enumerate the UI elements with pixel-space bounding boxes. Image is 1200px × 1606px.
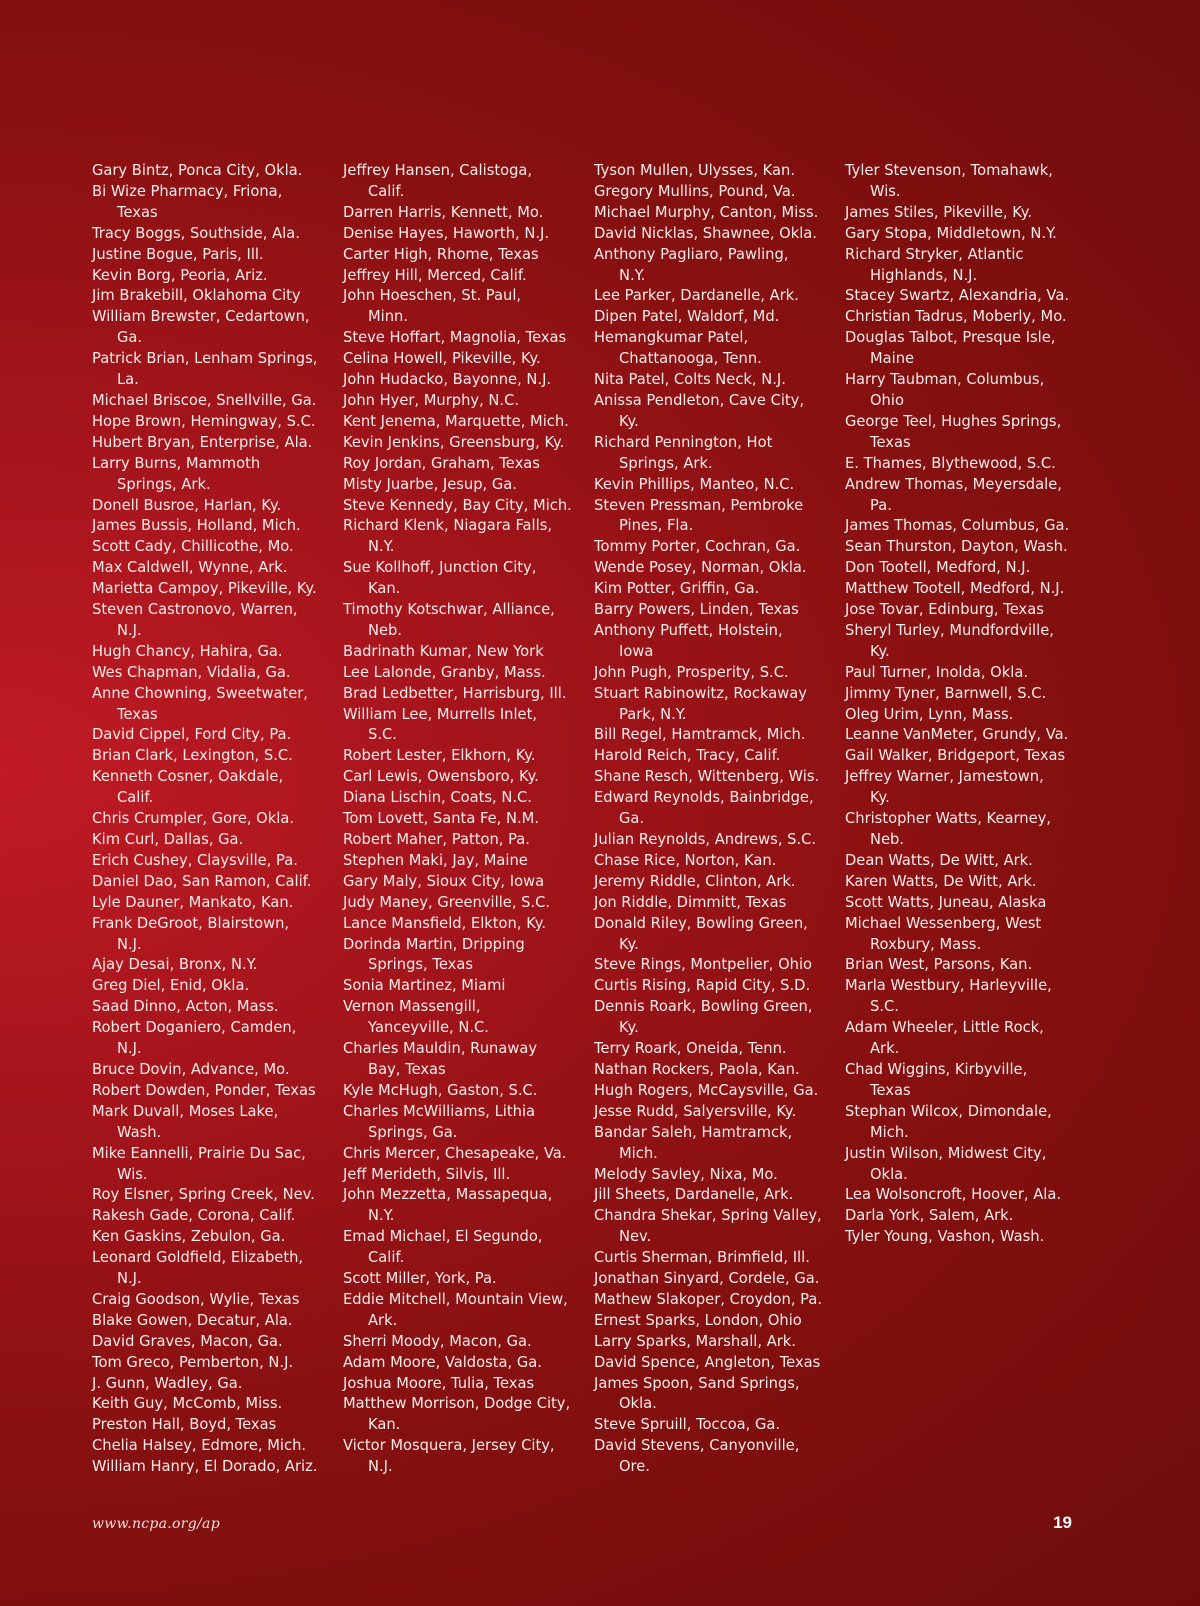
list-item: Karen Watts, De Witt, Ark. <box>845 872 1037 890</box>
list-item: Bill Regel, Hamtramck, Mich. <box>594 726 806 744</box>
list-item: Steven Castronovo, Warren, N.J. <box>92 601 298 639</box>
list-item: Jeffrey Hansen, Calistoga, Calif. <box>343 162 533 200</box>
list-item: Erich Cushey, Claysville, Pa. <box>92 851 298 869</box>
list-item: Anne Chowning, Sweetwater, Texas <box>92 684 308 723</box>
list-item: Jeremy Riddle, Clinton, Ark. <box>594 872 796 890</box>
list-item: Hugh Rogers, McCaysville, Ga. <box>594 1081 819 1099</box>
list-item: Charles Mauldin, Runaway Bay, Texas <box>343 1040 538 1078</box>
list-item: Brian West, Parsons, Kan. <box>845 956 1033 974</box>
list-item: Nita Patel, Colts Neck, N.J. <box>594 371 786 389</box>
list-item: Craig Goodson, Wylie, Texas <box>92 1290 300 1308</box>
list-item: Diana Lischin, Coats, N.C. <box>343 789 532 807</box>
name-column-1 <box>92 161 343 1478</box>
list-item: Jeff Merideth, Silvis, Ill. <box>343 1165 511 1183</box>
list-item: Kenneth Cosner, Oakdale, Calif. <box>92 768 284 807</box>
list-item: Dorinda Martin, Dripping Springs, Texas <box>343 935 525 974</box>
list-item: Jim Brakebill, Oklahoma City <box>92 287 301 305</box>
list-item: Kyle McHugh, Gaston, S.C. <box>343 1081 538 1099</box>
name-list <box>845 161 1096 1248</box>
list-item: Dennis Roark, Bowling Green, Ky. <box>594 998 813 1037</box>
list-item: Robert Maher, Patton, Pa. <box>343 831 530 848</box>
list-item: Rakesh Gade, Corona, Calif. <box>92 1207 296 1225</box>
list-item: Terry Roark, Oneida, Tenn. <box>594 1040 787 1058</box>
list-item: William Lee, Murrells Inlet, S.C. <box>343 705 538 744</box>
list-item: Richard Klenk, Niagara Falls, N.Y. <box>343 517 553 556</box>
list-item: Brad Ledbetter, Harrisburg, Ill. <box>343 684 567 702</box>
list-item: Richard Stryker, Atlantic Highlands, N.J. <box>845 245 1024 284</box>
list-item: Justin Wilson, Midwest City, Okla. <box>845 1144 1047 1183</box>
list-item: Marla Westbury, Harleyville, S.C. <box>845 977 1052 1016</box>
list-item: Edward Reynolds, Bainbridge, Ga. <box>594 789 814 828</box>
list-item: Scott Miller, York, Pa. <box>343 1270 497 1288</box>
list-item: Chelia Halsey, Edmore, Mich. <box>92 1437 307 1455</box>
list-item: Anissa Pendleton, Cave City, Ky. <box>594 391 805 430</box>
list-item: Bandar Saleh, Hamtramck, Mich. <box>594 1123 793 1162</box>
list-item: Chase Rice, Norton, Kan. <box>594 851 777 869</box>
list-item: Larry Burns, Mammoth Springs, Ark. <box>92 454 261 493</box>
list-item: Robert Dowden, Ponder, Texas <box>92 1081 316 1099</box>
list-item: Badrinath Kumar, New York <box>343 642 544 660</box>
list-item: Stephan Wilcox, Dimondale, Mich. <box>845 1102 1052 1141</box>
list-item: Tracy Boggs, Southside, Ala. <box>92 224 300 242</box>
list-item: Ken Gaskins, Zebulon, Ga. <box>92 1228 286 1246</box>
list-item: Christopher Watts, Kearney, Neb. <box>845 810 1051 848</box>
list-item: Michael Murphy, Canton, Miss. <box>594 203 819 221</box>
list-item: Dipen Patel, Waldorf, Md. <box>594 308 780 326</box>
list-item: Gary Maly, Sioux City, Iowa <box>343 872 545 890</box>
list-item: Misty Juarbe, Jesup, Ga. <box>343 475 517 493</box>
list-item: Chris Mercer, Chesapeake, Va. <box>343 1144 567 1162</box>
list-item: Scott Cady, Chillicothe, Mo. <box>92 538 294 556</box>
name-columns <box>92 161 1096 1478</box>
list-item: Anthony Puffett, Holstein, Iowa <box>594 621 783 660</box>
list-item: Tyler Young, Vashon, Wash. <box>845 1228 1045 1246</box>
list-item: Marietta Campoy, Pikeville, Ky. <box>92 580 317 598</box>
list-item: Mathew Slakoper, Croydon, Pa. <box>594 1290 823 1308</box>
list-item: Kim Curl, Dallas, Ga. <box>92 831 244 848</box>
list-item: Patrick Brian, Lenham Springs, La. <box>92 350 318 389</box>
list-item: Larry Sparks, Marshall, Ark. <box>594 1332 796 1350</box>
list-item: Kevin Borg, Peoria, Ariz. <box>92 266 268 284</box>
list-item: James Spoon, Sand Springs, Okla. <box>594 1374 800 1413</box>
list-item: Sean Thurston, Dayton, Wash. <box>845 538 1068 556</box>
list-item: Richard Pennington, Hot Springs, Ark. <box>594 433 773 472</box>
list-item: Sheryl Turley, Mundfordville, Ky. <box>845 621 1054 660</box>
name-column-2 <box>343 161 594 1478</box>
list-item: Stuart Rabinowitz, Rockaway Park, N.Y. <box>594 684 807 723</box>
list-item: James Thomas, Columbus, Ga. <box>845 517 1070 535</box>
list-item: Chad Wiggins, Kirbyville, Texas <box>845 1060 1028 1099</box>
list-item: Leanne VanMeter, Grundy, Va. <box>845 726 1069 744</box>
list-item: Curtis Rising, Rapid City, S.D. <box>594 977 811 995</box>
list-item: Barry Powers, Linden, Texas <box>594 601 799 619</box>
list-item: Hubert Bryan, Enterprise, Ala. <box>92 433 313 451</box>
list-item: Emad Michael, El Segundo, Calif. <box>343 1228 543 1267</box>
list-item: Harold Reich, Tracy, Calif. <box>594 747 781 765</box>
list-item: David Spence, Angleton, Texas <box>594 1353 821 1371</box>
list-item: Stephen Maki, Jay, Maine <box>343 851 528 869</box>
list-item: Darren Harris, Kennett, Mo. <box>343 203 544 221</box>
list-item: Joshua Moore, Tulia, Texas <box>343 1374 535 1392</box>
list-item: Jeffrey Hill, Merced, Calif. <box>343 266 527 284</box>
name-list <box>594 161 845 1478</box>
list-item: Tom Greco, Pemberton, N.J. <box>92 1353 294 1371</box>
list-item: James Stiles, Pikeville, Ky. <box>845 203 1033 221</box>
list-item: George Teel, Hughes Springs, Texas <box>845 412 1062 451</box>
list-item: Kevin Jenkins, Greensburg, Ky. <box>343 433 565 451</box>
list-item: Denise Hayes, Haworth, N.J. <box>343 224 549 242</box>
list-item: Robert Lester, Elkhorn, Ky. <box>343 747 536 765</box>
list-item: Nathan Rockers, Paola, Kan. <box>594 1060 800 1078</box>
list-item: Jonathan Sinyard, Cordele, Ga. <box>594 1270 820 1288</box>
list-item: John Hyer, Murphy, N.C. <box>343 391 520 409</box>
list-item: Andrew Thomas, Meyersdale, Pa. <box>845 475 1062 514</box>
list-item: Stacey Swartz, Alexandria, Va. <box>845 287 1069 305</box>
list-item: Tyson Mullen, Ulysses, Kan. <box>594 162 796 179</box>
list-item: Jesse Rudd, Salyersville, Ky. <box>594 1102 797 1120</box>
list-item: Lee Parker, Dardanelle, Ark. <box>594 287 799 305</box>
list-item: David Nicklas, Shawnee, Okla. <box>594 224 817 242</box>
list-item: Kim Potter, Griffin, Ga. <box>594 580 760 598</box>
list-item: Donell Busroe, Harlan, Ky. <box>92 496 282 514</box>
list-item: Blake Gowen, Decatur, Ala. <box>92 1311 293 1329</box>
list-item: Judy Maney, Greenville, S.C. <box>343 893 551 911</box>
list-item: Hemangkumar Patel, Chattanooga, Tenn. <box>594 329 762 368</box>
list-item: Lea Wolsoncroft, Hoover, Ala. <box>845 1186 1062 1204</box>
list-item: Julian Reynolds, Andrews, S.C. <box>594 831 817 848</box>
list-item: David Cippel, Ford City, Pa. <box>92 726 292 744</box>
list-item: Paul Turner, Inolda, Okla. <box>845 663 1028 681</box>
list-item: Michael Briscoe, Snellville, Ga. <box>92 391 317 409</box>
list-item: Charles McWilliams, Lithia Springs, Ga. <box>343 1102 536 1141</box>
list-item: Brian Clark, Lexington, S.C. <box>92 747 293 765</box>
list-item: Lee Lalonde, Granby, Mass. <box>343 663 546 681</box>
list-item: Chris Crumpler, Gore, Okla. <box>92 810 295 828</box>
list-item: John Pugh, Prosperity, S.C. <box>594 663 789 681</box>
name-column-3 <box>594 161 845 1478</box>
list-item: Preston Hall, Boyd, Texas <box>92 1416 277 1434</box>
list-item: John Hoeschen, St. Paul, Minn. <box>343 287 522 326</box>
list-item: Matthew Tootell, Medford, N.J. <box>845 580 1065 598</box>
list-item: Sherri Moody, Macon, Ga. <box>343 1332 532 1350</box>
list-item: Roy Jordan, Graham, Texas <box>343 454 540 472</box>
list-item: Sonia Martinez, Miami <box>343 977 506 995</box>
list-item: Michael Wessenberg, West Roxbury, Mass. <box>845 914 1042 953</box>
list-item: Gary Stopa, Middletown, N.Y. <box>845 224 1057 242</box>
list-item: Kent Jenema, Marquette, Mich. <box>343 412 569 430</box>
list-item: Jeffrey Warner, Jamestown, Ky. <box>845 768 1044 807</box>
list-item: Tom Lovett, Santa Fe, N.M. <box>343 810 540 828</box>
list-item: Tommy Porter, Cochran, Ga. <box>594 538 801 556</box>
list-item: Hope Brown, Hemingway, S.C. <box>92 412 316 430</box>
list-item: Jose Tovar, Edinburg, Texas <box>845 601 1044 619</box>
list-item: Hugh Chancy, Hahira, Ga. <box>92 642 283 660</box>
list-item: Ernest Sparks, London, Ohio <box>594 1311 802 1329</box>
list-item: Scott Watts, Juneau, Alaska <box>845 893 1047 911</box>
list-item: E. Thames, Blythewood, S.C. <box>845 454 1056 472</box>
list-item: Wes Chapman, Vidalia, Ga. <box>92 663 291 681</box>
list-item: Carl Lewis, Owensboro, Ky. <box>343 768 539 786</box>
list-item: Leonard Goldfield, Elizabeth, N.J. <box>92 1249 304 1288</box>
list-item: Celina Howell, Pikeville, Ky. <box>343 350 541 368</box>
list-item: Frank DeGroot, Blairstown, N.J. <box>92 914 290 953</box>
list-item: Steve Hoffart, Magnolia, Texas <box>343 329 567 347</box>
list-item: Melody Savley, Nixa, Mo. <box>594 1165 778 1183</box>
list-item: Tyler Stevenson, Tomahawk, Wis. <box>845 162 1053 200</box>
list-item: David Stevens, Canyonville, Ore. <box>594 1437 800 1476</box>
list-item: Vernon Massengill, Yanceyville, N.C. <box>343 998 489 1037</box>
list-item: Lyle Dauner, Mankato, Kan. <box>92 893 294 911</box>
list-item: Wende Posey, Norman, Okla. <box>594 559 807 577</box>
list-item: Gregory Mullins, Pound, Va. <box>594 182 796 200</box>
list-item: James Bussis, Holland, Mich. <box>92 517 301 535</box>
list-item: Justine Bogue, Paris, Ill. <box>92 245 264 263</box>
name-list <box>343 161 594 1478</box>
list-item: Dean Watts, De Witt, Ark. <box>845 851 1033 869</box>
list-item: Robert Doganiero, Camden, N.J. <box>92 1019 297 1058</box>
list-item: Bi Wize Pharmacy, Friona, Texas <box>92 182 283 221</box>
list-item: Steve Spruill, Toccoa, Ga. <box>594 1416 781 1434</box>
list-item: Jon Riddle, Dimmitt, Texas <box>594 893 787 911</box>
list-item: Darla York, Salem, Ark. <box>845 1207 1014 1225</box>
list-item: Douglas Talbot, Presque Isle, Maine <box>845 329 1056 368</box>
list-item: Oleg Urim, Lynn, Mass. <box>845 705 1014 723</box>
list-item: J. Gunn, Wadley, Ga. <box>92 1374 243 1392</box>
list-item: Steve Rings, Montpelier, Ohio <box>594 956 813 974</box>
list-item: Adam Wheeler, Little Rock, Ark. <box>845 1019 1044 1058</box>
page-number: 19 <box>1053 1513 1072 1532</box>
list-item: Don Tootell, Medford, N.J. <box>845 559 1031 577</box>
list-item: Timothy Kotschwar, Alliance, Neb. <box>343 601 555 639</box>
list-item: Harry Taubman, Columbus, Ohio <box>845 371 1045 409</box>
list-item: Shane Resch, Wittenberg, Wis. <box>594 768 820 786</box>
list-item: Kevin Phillips, Manteo, N.C. <box>594 475 795 493</box>
list-item: Mark Duvall, Moses Lake, Wash. <box>92 1102 279 1141</box>
list-item: Keith Guy, McComb, Miss. <box>92 1395 283 1413</box>
list-item: Christian Tadrus, Moberly, Mo. <box>845 308 1067 326</box>
list-item: Gary Bintz, Ponca City, Okla. <box>92 162 303 179</box>
list-item: Saad Dinno, Acton, Mass. <box>92 998 279 1016</box>
list-item: Curtis Sherman, Brimfield, Ill. <box>594 1249 810 1267</box>
list-item: William Hanry, El Dorado, Ariz. <box>92 1458 318 1476</box>
list-item: Max Caldwell, Wynne, Ark. <box>92 559 288 577</box>
list-item: David Graves, Macon, Ga. <box>92 1332 283 1350</box>
list-item: Steve Kennedy, Bay City, Mich. <box>343 496 572 514</box>
list-item: Bruce Dovin, Advance, Mo. <box>92 1060 290 1078</box>
list-item: Matthew Morrison, Dodge City, Kan. <box>343 1395 571 1434</box>
list-item: Roy Elsner, Spring Creek, Nev. <box>92 1186 315 1204</box>
list-item: Carter High, Rhome, Texas <box>343 245 539 263</box>
list-item: Lance Mansfield, Elkton, Ky. <box>343 914 547 932</box>
list-item: Anthony Pagliaro, Pawling, N.Y. <box>594 245 789 284</box>
list-item: Mike Eannelli, Prairie Du Sac, Wis. <box>92 1144 306 1183</box>
list-item: Greg Diel, Enid, Okla. <box>92 977 250 995</box>
list-item: Ajay Desai, Bronx, N.Y. <box>92 956 258 974</box>
list-item: Adam Moore, Valdosta, Ga. <box>343 1353 542 1371</box>
name-column-4 <box>845 161 1096 1478</box>
list-item: William Brewster, Cedartown, Ga. <box>92 308 310 347</box>
list-item: Sue Kollhoff, Junction City, Kan. <box>343 559 537 598</box>
list-item: Gail Walker, Bridgeport, Texas <box>845 747 1066 765</box>
list-item: Steven Pressman, Pembroke Pines, Fla. <box>594 496 804 535</box>
list-item: Donald Riley, Bowling Green, Ky. <box>594 914 808 953</box>
list-item: Jill Sheets, Dardanelle, Ark. <box>594 1186 794 1204</box>
list-item: Victor Mosquera, Jersey City, N.J. <box>343 1437 555 1476</box>
list-item: Eddie Mitchell, Mountain View, Ark. <box>343 1290 568 1329</box>
name-list <box>92 161 343 1478</box>
list-item: Jimmy Tyner, Barnwell, S.C. <box>845 684 1047 702</box>
list-item: John Mezzetta, Massapequa, N.Y. <box>343 1186 553 1225</box>
list-item: John Hudacko, Bayonne, N.J. <box>343 371 552 389</box>
footer-url: www.ncpa.org/ap <box>92 1516 220 1532</box>
list-item: Daniel Dao, San Ramon, Calif. <box>92 872 312 890</box>
list-item: Chandra Shekar, Spring Valley, Nev. <box>594 1207 822 1246</box>
